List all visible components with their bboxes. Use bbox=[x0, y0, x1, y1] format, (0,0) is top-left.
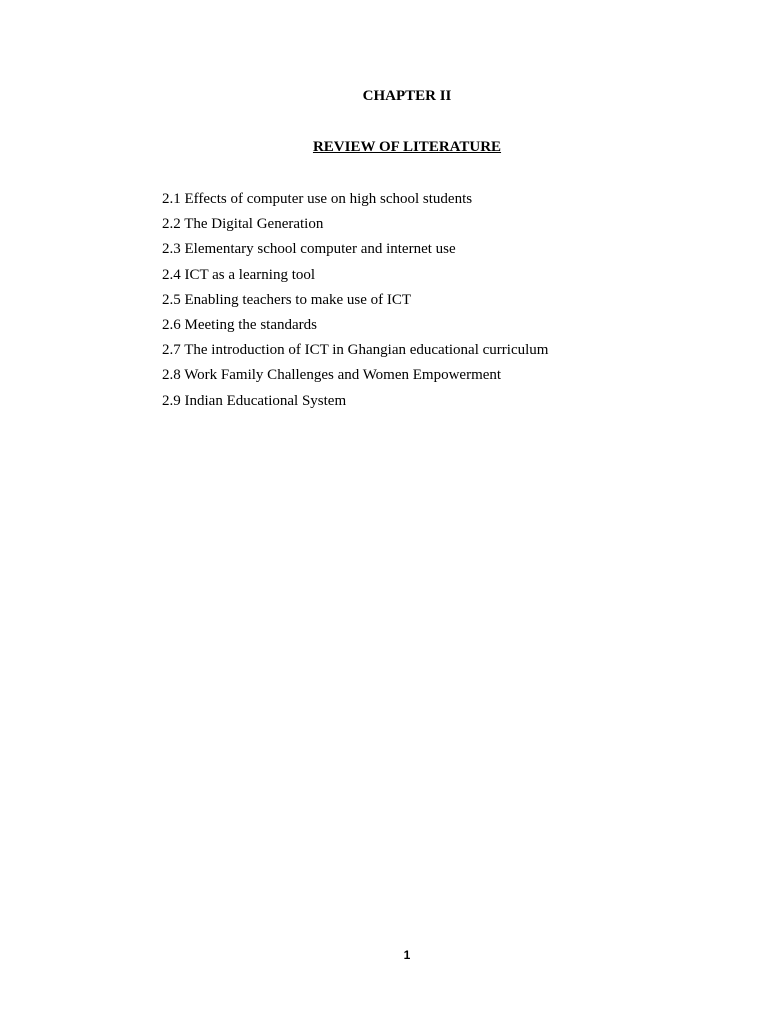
toc-item-2-8: 2.8 Work Family Challenges and Women Empowerment bbox=[162, 367, 502, 384]
toc-item-2-9: 2.9 Indian Educational System bbox=[162, 392, 347, 409]
toc-item-2-7: 2.7 The introduction of ICT in Ghangian educational curriculum bbox=[162, 342, 549, 359]
toc-item-2-5: 2.5 Enabling teachers to make use of ICT bbox=[162, 291, 412, 308]
section-title: REVIEW OF LITERATURE bbox=[312, 139, 502, 155]
toc-item-2-3: 2.3 Elementary school computer and internet use bbox=[162, 241, 456, 258]
toc-item-2-6: 2.6 Meeting the standards bbox=[162, 317, 317, 334]
chapter-heading: CHAPTER II bbox=[362, 88, 452, 104]
toc-item-2-4: 2.4 ICT as a learning tool bbox=[162, 266, 316, 283]
page-number: 1 bbox=[403, 948, 411, 962]
table-of-contents bbox=[162, 187, 548, 414]
toc-item-2-2: 2.2 The Digital Generation bbox=[162, 216, 324, 233]
toc-item-2-1: 2.1 Effects of computer use on high school students bbox=[162, 191, 473, 207]
